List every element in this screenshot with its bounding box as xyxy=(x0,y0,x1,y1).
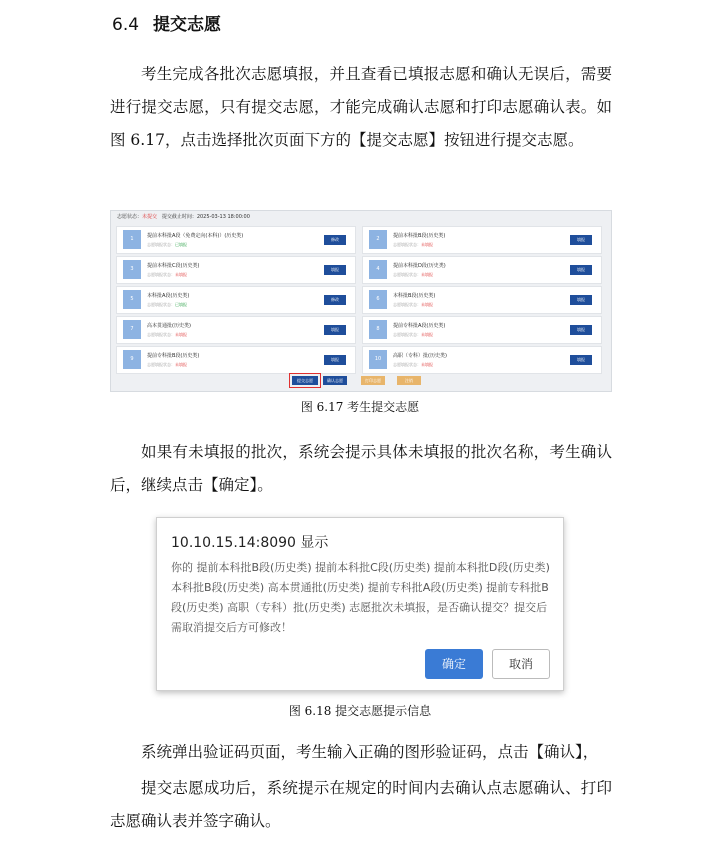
paragraph-captcha-text: 系统弹出验证码页面，考生输入正确的图形验证码，点击【确认】， xyxy=(141,743,599,761)
batch-card xyxy=(362,286,602,314)
batch-status-value: 未填报 xyxy=(421,302,433,307)
batch-index: 4 xyxy=(369,260,387,279)
batch-status-value: 未填报 xyxy=(175,332,187,337)
batch-status-label: 志愿填报状态： xyxy=(147,302,175,307)
section-title: 提交志愿 xyxy=(153,15,222,35)
paragraph-success xyxy=(110,772,612,838)
batch-name: 高本贯通批(历史类) xyxy=(147,323,191,329)
batch-name: 提前专科批A段(历史类) xyxy=(393,323,446,329)
batch-action-button[interactable]: 填报 xyxy=(570,325,592,335)
batch-status-label: 志愿填报状态： xyxy=(147,332,175,337)
paragraph-intro-text: 考生完成各批次志愿填报，并且查看已填报志愿和确认无误后，需要进行提交志愿，只有提交志愿，才能完成确认志愿和打印志愿确认表。如图 6.17，点击选择批次页面下方的【提交志愿】按钮进行提交志愿。 xyxy=(110,65,612,149)
batch-card xyxy=(116,286,356,314)
batch-status-line xyxy=(147,302,187,308)
dialog-ok-button[interactable]: 确定 xyxy=(425,649,483,679)
batch-status-value: 未填报 xyxy=(421,332,433,337)
batch-status-line xyxy=(393,362,433,368)
batch-status-line xyxy=(393,242,433,248)
figure-6-17-caption: 图 6.17 考生提交志愿 xyxy=(300,400,420,414)
batch-name: 提前本科批B段(历史类) xyxy=(393,233,446,239)
batch-action-button[interactable]: 修改 xyxy=(324,295,346,305)
batch-status-line xyxy=(393,332,433,338)
batch-card xyxy=(116,316,356,344)
batch-index: 6 xyxy=(369,290,387,309)
batch-status-value: 未填报 xyxy=(421,242,433,247)
confirm-dialog xyxy=(156,517,564,691)
batch-card xyxy=(116,256,356,284)
batch-status-value: 未填报 xyxy=(175,272,187,277)
figure-6-18-caption: 图 6.18 提交志愿提示信息 xyxy=(288,704,432,718)
batch-index: 7 xyxy=(123,320,141,339)
batch-status-label: 志愿填报状态： xyxy=(393,242,421,247)
batch-index: 1 xyxy=(123,230,141,249)
batch-name: 高职（专科）批(历史类) xyxy=(393,353,447,359)
logout-button[interactable]: 注销 xyxy=(397,376,421,385)
submit-choices-button[interactable]: 提交志愿 xyxy=(292,376,318,385)
batch-status-label: 志愿填报状态： xyxy=(393,272,421,277)
batch-status-line xyxy=(147,242,187,248)
confirm-choices-button[interactable]: 确认志愿 xyxy=(323,376,347,385)
section-heading xyxy=(112,10,221,35)
batch-action-button[interactable]: 修改 xyxy=(324,235,346,245)
dialog-cancel-button[interactable]: 取消 xyxy=(492,649,550,679)
batch-status-value: 未填报 xyxy=(421,272,433,277)
paragraph-unfilled-text: 如果有未填报的批次，系统会提示具体未填报的批次名称，考生确认后，继续点击【确定】。 xyxy=(110,443,612,494)
batch-status-line xyxy=(393,302,433,308)
batch-card xyxy=(362,226,602,254)
figure-batch-selection xyxy=(110,210,612,392)
batch-status-label: 志愿填报状态： xyxy=(393,362,421,367)
paragraph-unfilled xyxy=(110,436,612,502)
deadline-text: 提交截止时间：2025-03-13 18:00:00 xyxy=(161,214,250,220)
status-label: 志愿状态： xyxy=(117,214,143,220)
batch-name: 提前专科批B段(历史类) xyxy=(147,353,200,359)
paragraph-success-text: 提交志愿成功后，系统提示在规定的时间内去确认点志愿确认、打印志愿确认表并签字确认。 xyxy=(110,779,612,830)
batch-action-button[interactable]: 填报 xyxy=(324,325,346,335)
submit-status-bar xyxy=(117,213,250,220)
batch-status-label: 志愿填报状态： xyxy=(393,332,421,337)
status-value: 未提交 xyxy=(142,214,158,220)
batch-status-label: 志愿填报状态： xyxy=(393,302,421,307)
batch-status-value: 未填报 xyxy=(421,362,433,367)
batch-action-button[interactable]: 填报 xyxy=(324,355,346,365)
section-number: 6.4 xyxy=(112,15,140,35)
batch-status-label: 志愿填报状态： xyxy=(147,272,175,277)
batch-index: 3 xyxy=(123,260,141,279)
batch-card xyxy=(362,256,602,284)
batch-index: 9 xyxy=(123,350,141,369)
paragraph-captcha xyxy=(110,736,615,769)
batch-action-button[interactable]: 填报 xyxy=(570,355,592,365)
print-choices-button[interactable]: 打印志愿 xyxy=(361,376,385,385)
batch-name: 提前本科批A段（免费定向(本科)）(历史类) xyxy=(147,233,244,239)
batch-status-value: 未填报 xyxy=(175,362,187,367)
batch-status-value: 已填报 xyxy=(175,302,187,307)
batch-action-button[interactable]: 填报 xyxy=(324,265,346,275)
batch-action-button[interactable]: 填报 xyxy=(570,295,592,305)
batch-status-line xyxy=(147,272,187,278)
batch-status-line xyxy=(147,362,187,368)
batch-name: 本科批A段(历史类) xyxy=(147,293,190,299)
paragraph-intro xyxy=(110,58,612,157)
batch-index: 10 xyxy=(369,350,387,369)
batch-name: 提前本科批D段(历史类) xyxy=(393,263,446,269)
batch-action-button[interactable]: 填报 xyxy=(570,235,592,245)
dialog-title: 10.10.15.14:8090 显示 xyxy=(171,535,329,551)
batch-card xyxy=(116,346,356,374)
batch-status-label: 志愿填报状态： xyxy=(147,242,175,247)
batch-card xyxy=(362,316,602,344)
batch-index: 5 xyxy=(123,290,141,309)
batch-status-line xyxy=(147,332,187,338)
batch-index: 2 xyxy=(369,230,387,249)
batch-status-value: 已填报 xyxy=(175,242,187,247)
batch-card xyxy=(116,226,356,254)
batch-card xyxy=(362,346,602,374)
batch-name: 提前本科批C段(历史类) xyxy=(147,263,200,269)
batch-status-label: 志愿填报状态： xyxy=(147,362,175,367)
batch-index: 8 xyxy=(369,320,387,339)
batch-name: 本科批B段(历史类) xyxy=(393,293,436,299)
batch-action-button[interactable]: 填报 xyxy=(570,265,592,275)
dialog-message: 你的 提前本科批B段(历史类) 提前本科批C段(历史类) 提前本科批D段(历史类) 本科批B段(历史类) 高本贯通批(历史类) 提前专科批A段(历史类) 提前专科批B段(历史类) 高职（专科）批(历史类) 志愿批次未填报，是否确认提交？提交后需取消提交后方可修改！ xyxy=(171,561,550,634)
batch-status-line xyxy=(393,272,433,278)
